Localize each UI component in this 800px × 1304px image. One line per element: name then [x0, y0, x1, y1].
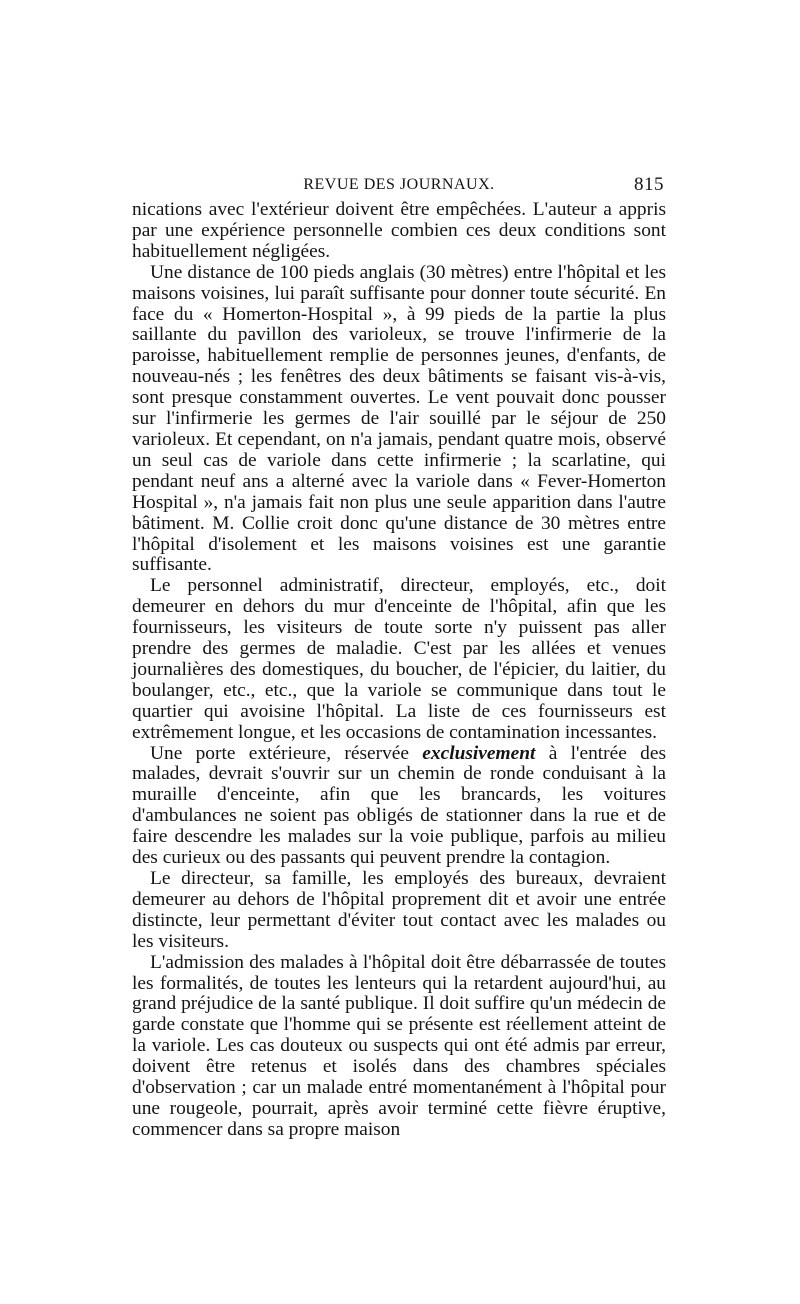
paragraph-continuation: nications avec l'extérieur doivent être empêchées. L'auteur a appris par une expérience personnelle combien ces deux conditions sont habituellement négligées.	[132, 199, 666, 262]
paragraph-admission: L'admission des malades à l'hôpital doit être débarrassée de toutes les formalités, de toutes les lenteurs qui la retardent aujourd'hui, au grand préjudice de la santé publique. Il doit suffire qu'un médecin de garde constate que l'homme qui se présente est réellement atteint de la variole. Les cas douteux ou suspects qui ont été admis par erreur, doivent être retenus et isolés dans des chambres spéciales d'observation ; car un malade entré momentanément à l'hôpital pour une rougeole, pourrait, après avoir terminé cette fièvre éruptive, commencer dans sa propre maison	[132, 951, 666, 1140]
paragraph-distance: Une distance de 100 pieds anglais (30 mètres) entre l'hôpital et les maisons voisines, lui paraît suffisante pour donner toute sécurité. En face du « Homerton-Hospital », à 99 pieds de la partie la plus saillante du pavillon des varioleux, se trouve l'infirmerie de la paroisse, habituellement remplie de personnes jeunes, d'enfants, de nouveau-nés ; les fenêtres des deux bâtiments se faisant vis-à-vis, sont presque constamment ouvertes. Le vent pouvait donc pousser sur l'infirmerie les germes de l'air souillé par le séjour de 250 varioleux. Et cependant, on n'a jamais, pendant quatre mois, observé un seul cas de variole dans cette infirmerie ; la scarlatine, qui pendant neuf ans a alterné avec la variole dans « Fever-Homerton Hospital », n'a jamais fait non plus une seule apparition dans l'autre bâtiment. M. Collie croit donc qu'une distance de 30 mètres entre l'hôpital d'isolement et les maisons voisines est une garantie suffisante.	[132, 261, 666, 576]
book-page	[132, 172, 666, 1141]
body-text	[132, 200, 666, 1141]
emphasis-exclusivement: exclusivement	[422, 742, 536, 764]
paragraph-entrance	[132, 744, 666, 869]
entrance-text-before: Une porte extérieure, réservée	[150, 742, 423, 764]
paragraph-director: Le directeur, sa famille, les employés des bureaux, devraient demeurer au dehors de l'hôpital proprement dit et avoir une entrée distincte, leur permettant d'éviter tout contact avec les malades ou les visiteurs.	[132, 868, 666, 952]
running-title: REVUE DES JOURNAUX.	[303, 176, 495, 193]
paragraph-personnel: Le personnel administratif, directeur, employés, etc., doit demeurer en dehors du mur d'enceinte de l'hôpital, afin que les fournisseurs, les visiteurs de toute sorte n'y puissent pas aller prendre des germes de maladie. C'est par les allées et venues journalières des domestiques, du boucher, de l'épicier, du laitier, du boulanger, etc., etc., que la variole se communique dans tout le quartier qui avoisine l'hôpital. La liste de ces fournisseurs est extrêmement longue, et les occasions de contamination incessantes.	[132, 575, 666, 743]
entrance-text-after: à l'entrée des malades, devrait s'ouvrir sur un chemin de ronde conduisant à la muraille d'enceinte, afin que les brancards, les voitures d'ambulances ne soient pas obligés de stationner dans la rue et de faire descendre les malades sur la voie publique, parfois au milieu des curieux ou des passants qui peuvent prendre la contagion.	[132, 742, 666, 869]
page-number: 815	[634, 174, 664, 195]
running-head	[132, 172, 666, 200]
